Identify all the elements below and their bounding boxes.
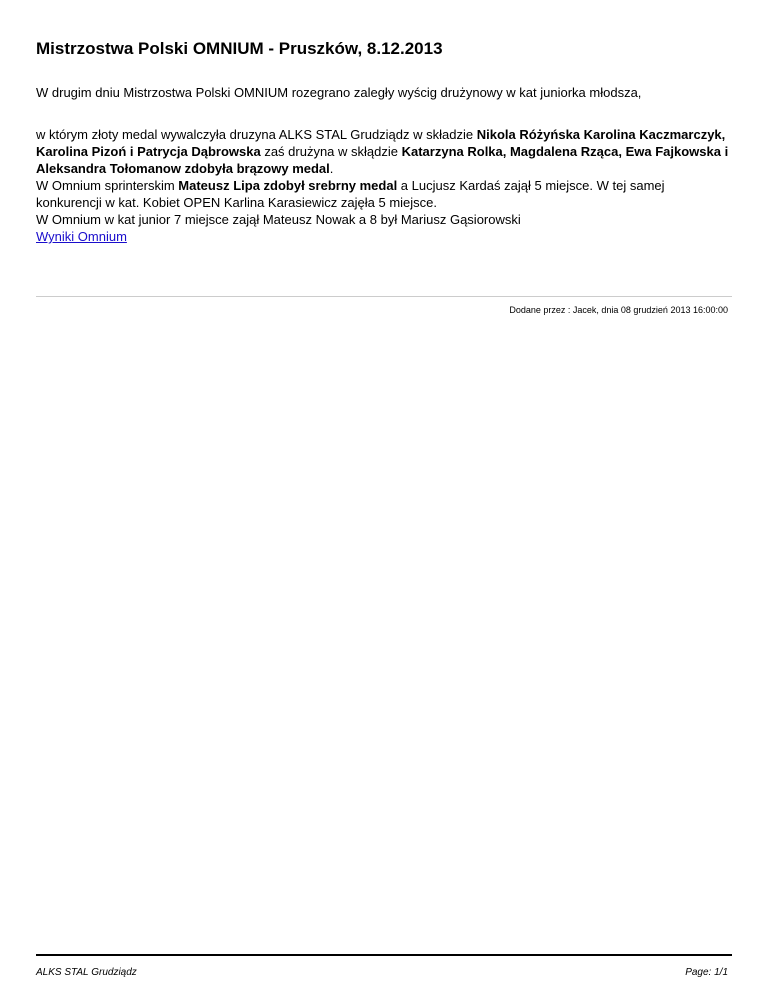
- results-link[interactable]: Wyniki Omnium: [36, 229, 127, 244]
- gold-team-names: Nikola Różyńska Karolina Kaczmarczyk, Karolina Pizoń i Patrycja Dąbrowska: [36, 127, 726, 159]
- footer-page-number: Page: 1/1: [685, 967, 728, 978]
- paragraph-team-results: [36, 126, 732, 177]
- text-run: .: [329, 161, 334, 176]
- separator-line: [36, 296, 732, 297]
- footer-rule: [36, 954, 732, 956]
- post-meta: Dodane przez : Jacek, dnia 08 grudzień 2013 16:00:00: [509, 305, 728, 315]
- text-run: zaś drużyna w skłądzie: [260, 144, 402, 159]
- paragraph-sprint-results: [36, 177, 732, 211]
- text-run: w którym złoty medal wywalczyła druzyna ALKS STAL Grudziądz w składzie: [36, 127, 477, 142]
- text-run: a Lucjusz Kardaś zajął 5 miejsce. W tej samej konkurencji w kat. Kobiet OPEN Karlina Karasiewicz zajęła 5 miejsce.: [36, 178, 665, 210]
- article-body: [36, 126, 732, 245]
- page-title: Mistrzostwa Polski OMNIUM - Pruszków, 8.12.2013: [36, 39, 443, 58]
- footer-site-name: ALKS STAL Grudziądz: [36, 967, 137, 978]
- article-intro: W drugim dniu Mistrzostwa Polski OMNIUM rozegrano zaległy wyścig drużynowy w kat juniorka młodsza,: [36, 85, 642, 100]
- bronze-team-names: Katarzyna Rolka, Magdalena Rząca, Ewa Fajkowska i Aleksandra Tołomanow zdobyła brązowy medal: [36, 144, 729, 176]
- paragraph-junior-results: W Omnium w kat junior 7 miejsce zajął Mateusz Nowak a 8 był Mariusz Gąsiorowski: [36, 212, 521, 227]
- silver-medal-highlight: Mateusz Lipa zdobył srebrny medal: [178, 178, 398, 193]
- text-run: W Omnium sprinterskim: [36, 178, 179, 193]
